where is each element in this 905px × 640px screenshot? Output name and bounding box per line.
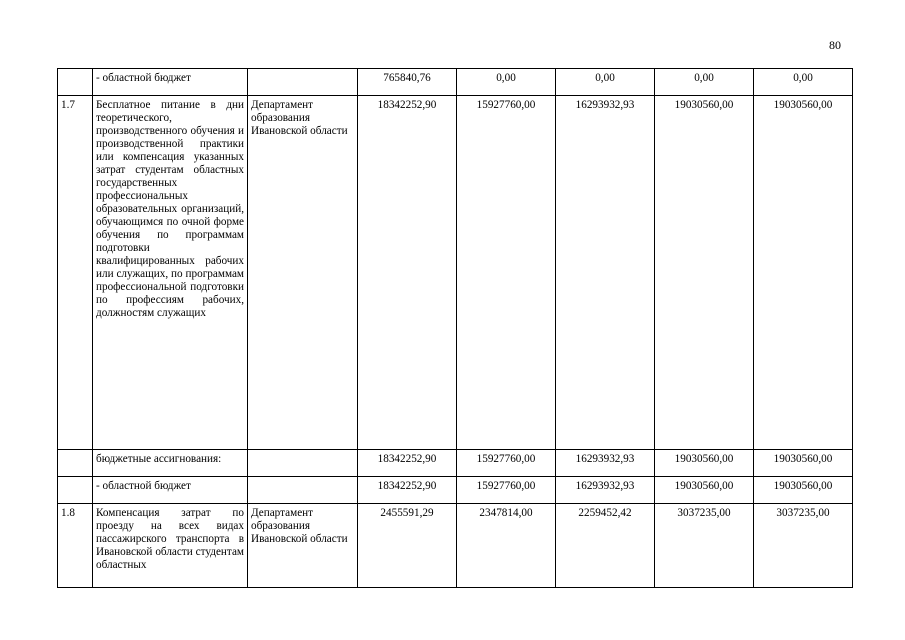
value-cell: 19030560,00 <box>655 450 754 477</box>
value-cell: 0,00 <box>556 69 655 96</box>
value-cell: 15927760,00 <box>457 96 556 450</box>
table-row <box>58 96 853 450</box>
row-name: Компенсация затрат по проезду на всех видах пассажирского транспорта в Ивановской области студентам областных <box>93 504 248 588</box>
row-name: - областной бюджет <box>93 69 248 96</box>
row-executor <box>248 69 358 96</box>
value-cell: 16293932,93 <box>556 96 655 450</box>
value-cell: 0,00 <box>754 69 853 96</box>
table-row <box>58 69 853 96</box>
value-cell: 2455591,29 <box>358 504 457 588</box>
page-number: 80 <box>829 38 841 52</box>
row-name: Бесплатное питание в дни теоретического, производственного обучения и производственной практики или компенсация указанных затрат студентам областных государственных профессиональных образовательных организаций, обучающимся по очной форме обучения по программам подготовки квалифицированных рабочих или служащих, по программам профессиональной подготовки по профессиям рабочих, должностям служащих <box>93 96 248 450</box>
value-cell: 2347814,00 <box>457 504 556 588</box>
value-cell: 18342252,90 <box>358 450 457 477</box>
budget-table <box>57 68 853 588</box>
value-cell: 765840,76 <box>358 69 457 96</box>
value-cell: 15927760,00 <box>457 477 556 504</box>
value-cell: 3037235,00 <box>754 504 853 588</box>
value-cell: 19030560,00 <box>655 96 754 450</box>
row-number: 1.7 <box>58 96 93 450</box>
row-executor <box>248 477 358 504</box>
value-cell: 18342252,90 <box>358 477 457 504</box>
value-cell: 16293932,93 <box>556 477 655 504</box>
row-number <box>58 477 93 504</box>
row-number <box>58 69 93 96</box>
value-cell: 19030560,00 <box>754 477 853 504</box>
row-executor <box>248 450 358 477</box>
value-cell: 0,00 <box>655 69 754 96</box>
value-cell: 19030560,00 <box>754 96 853 450</box>
value-cell: 19030560,00 <box>655 477 754 504</box>
value-cell: 19030560,00 <box>754 450 853 477</box>
row-executor: Департамент образования Ивановской области <box>248 504 358 588</box>
row-number: 1.8 <box>58 504 93 588</box>
row-number <box>58 450 93 477</box>
value-cell: 18342252,90 <box>358 96 457 450</box>
value-cell: 15927760,00 <box>457 450 556 477</box>
table-row <box>58 450 853 477</box>
row-executor: Департамент образования Ивановской области <box>248 96 358 450</box>
table-row <box>58 504 853 588</box>
row-name: бюджетные ассигнования: <box>93 450 248 477</box>
value-cell: 0,00 <box>457 69 556 96</box>
table-row <box>58 477 853 504</box>
value-cell: 16293932,93 <box>556 450 655 477</box>
value-cell: 2259452,42 <box>556 504 655 588</box>
value-cell: 3037235,00 <box>655 504 754 588</box>
row-name: - областной бюджет <box>93 477 248 504</box>
